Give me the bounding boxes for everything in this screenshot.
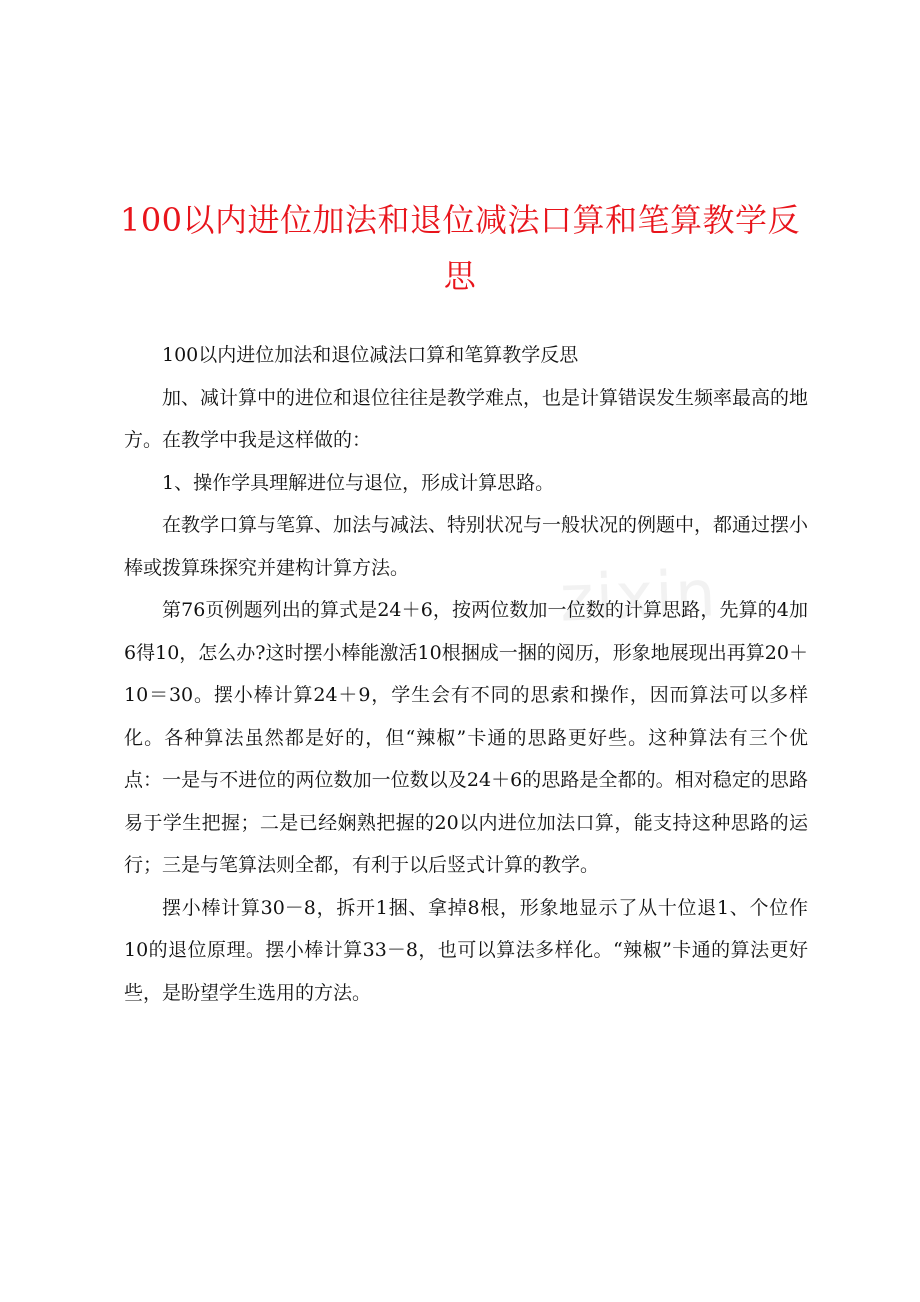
- paragraph: 在教学口算与笔算、加法与减法、特别状况与一般状况的例题中，都通过摆小棒或拨算珠探究并建构计算方法。: [124, 514, 809, 579]
- paragraph-intro: 加、减计算中的进位和退位往往是教学难点，也是计算错误发生频率最高的地方。在教学中我是这样做的：: [124, 386, 809, 451]
- paragraph: 摆小棒计算30－8，拆开1捆、拿掉8根，形象地显示了从十位退1、个位作10的退位原理。摆小棒计算33－8，也可以算法多样化。“辣椒”卡通的算法更好些，是盼望学生选用的方法。: [124, 896, 808, 1004]
- watermark: zixin: [558, 557, 719, 637]
- document-body: [124, 334, 808, 1014]
- paragraph-subtitle: 100以内进位加法和退位减法口算和笔算教学反思: [162, 344, 579, 366]
- paragraph-heading-1: 1、操作学具理解进位与退位，形成计算思路。: [162, 471, 555, 494]
- paragraph: 第76页例题列出的算式是24＋6，按两位数加一位数的计算思路，先算的4加6得10，怎么办?这时摆小棒能激活10根捆成一捆的阅历，形象地展现出再算20＋10＝30。摆小棒计算24＋9，学生会有不同的思索和操作，因而算法可以多样化。各种算法虽然都是好的，但“辣椒”卡通的思路更好些。这种算法有三个优点：一是与不进位的两位数加一位数以及24＋6的思路是全都的。相对稳定的思路易于学生把握；二是已经娴熟把握的20以内进位加法口算，能支持这种思路的运行；三是与笔算法则全都，有利于以后竖式计算的教学。: [124, 599, 808, 876]
- document-title: 100以内进位加法和退位减法口算和笔算教学反思: [119, 201, 801, 295]
